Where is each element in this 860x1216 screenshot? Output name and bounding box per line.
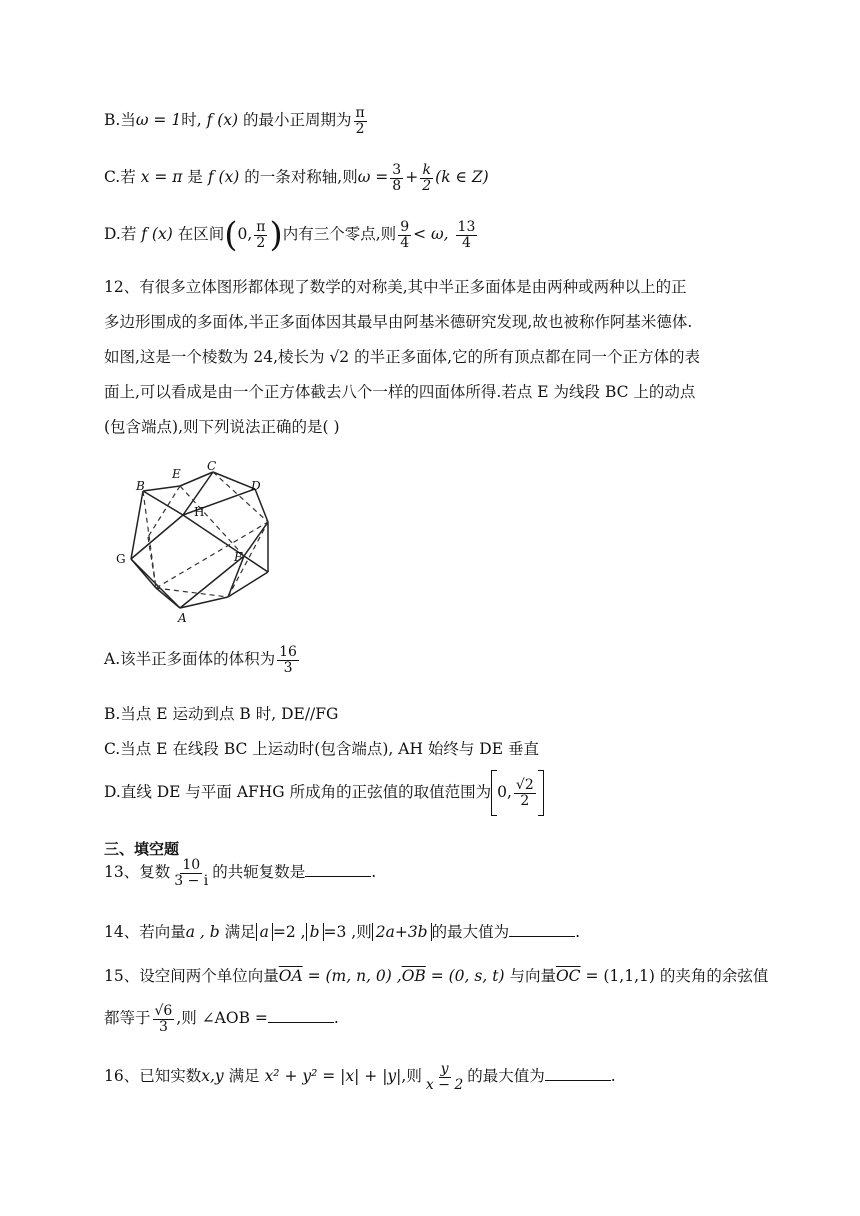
section-heading: 三、填空题 xyxy=(104,840,180,858)
q12-stem-line: (包含端点),则下列说法正确的是( ) xyxy=(104,418,340,436)
label-g: G xyxy=(116,552,126,566)
fraction: $\frac{13}{4}$ xyxy=(457,218,476,251)
fraction: $\frac{y}{x - 2}$ xyxy=(425,1061,464,1093)
q15-line1: 15、设空间两个单位向量$\overline{OA} = (m$, n, 0) $,\overline{OB} = (0$, s, t) 与向量$\overline{OC} = (1,1,1)$ 的夹角的余弦值 xyxy=(104,967,769,985)
q12-stem-line: 多边形围成的多面体,半正多面体因其最早由阿基米德研究发现,故也被称作阿基米德体. xyxy=(104,313,693,331)
fraction: $\frac{\pi}{2}$ xyxy=(355,105,365,137)
q12-option-c: C.当点 E 在线段 BC 上运动时(包含端点), AH 始终与 DE 垂直 xyxy=(104,740,539,758)
q11-option-b: B.当ω = 1时, f (x) 的最小正周期为 $\frac{\pi}{2}$ xyxy=(104,105,365,137)
label-e: E xyxy=(172,467,181,481)
q12-stem-line: 12、有很多立体图形都体现了数学的对称美,其中半正多面体是由两种或两种以上的正 xyxy=(104,278,687,296)
q12-option-b: B.当点 E 运动到点 B 时, DE//FG xyxy=(104,705,339,723)
q12-option-a: A.该半正多面体的体积为 $\frac{16}{3}$ xyxy=(104,644,297,676)
answer-blank[interactable] xyxy=(268,1008,334,1023)
label-f: F xyxy=(234,550,243,564)
q16: 16、已知实数x,y 满足 x² + y² = |x| + |y|,则 $\frac{y}{x - 2}$ 的最大值为 . xyxy=(104,1061,616,1093)
fraction: $\frac{k}{2}$ xyxy=(422,162,432,194)
fraction: $\frac{\pi}{2}$ xyxy=(256,218,266,251)
fraction: $\frac{3}{8}$ xyxy=(392,162,402,194)
q12-stem xyxy=(104,270,764,445)
q11-option-d: D.若 f (x) 在区间(0, $\frac{\pi}{2}$ )内有三个零点,则 $\frac{9}{4}$ < ω, $\frac{13}{4}$ xyxy=(104,215,476,255)
q12-stem-line: 面上,可以看成是由一个正方体截去八个一样的四面体所得.若点 E 为线段 BC 上的动点 xyxy=(104,383,696,401)
fraction: $\frac{√6}{3}$ xyxy=(154,1003,173,1035)
answer-blank[interactable] xyxy=(545,1066,611,1081)
label-c: C xyxy=(207,459,217,473)
label-h: H xyxy=(194,505,205,519)
q12-option-d: D.直线 DE 与平面 AFHG 所成角的正弦值的取值范围为 0, $\frac{√2}{2}$ xyxy=(104,770,544,816)
answer-blank[interactable] xyxy=(509,922,575,937)
q15-line2: 都等于 $\frac{√6}{3}$ ,则 ∠AOB = . xyxy=(104,1003,339,1035)
answer-blank[interactable] xyxy=(305,862,371,877)
label-b: B xyxy=(136,479,145,493)
fraction: $\frac{√2}{2}$ xyxy=(515,776,534,809)
label-d: D xyxy=(251,479,261,493)
fraction: $\frac{9}{4}$ xyxy=(400,218,410,251)
q12-stem-line: 如图,这是一个棱数为 24,棱长为 √2 的半正多面体,它的所有顶点都在同一个正方体的表 xyxy=(104,348,701,366)
polyhedron-figure xyxy=(108,452,308,632)
label-a: A xyxy=(178,611,187,625)
fraction: $\frac{16}{3}$ xyxy=(279,644,297,676)
q11-option-c: C.若 x = π 是 f (x) 的一条对称轴,则ω = $\frac{3}{8}$ + $\frac{k}{2}$ (k ∈ Z) xyxy=(104,162,489,194)
q14: 14、若向量a , b 满足 a =2 , b =3 ,则 2a+3b 的最大值为 . xyxy=(104,923,581,941)
q13: 13、复数 $\frac{10}{3 - i}$ 的共轭复数是 . xyxy=(104,857,377,889)
fraction: $\frac{10}{3 - i}$ xyxy=(174,857,209,889)
